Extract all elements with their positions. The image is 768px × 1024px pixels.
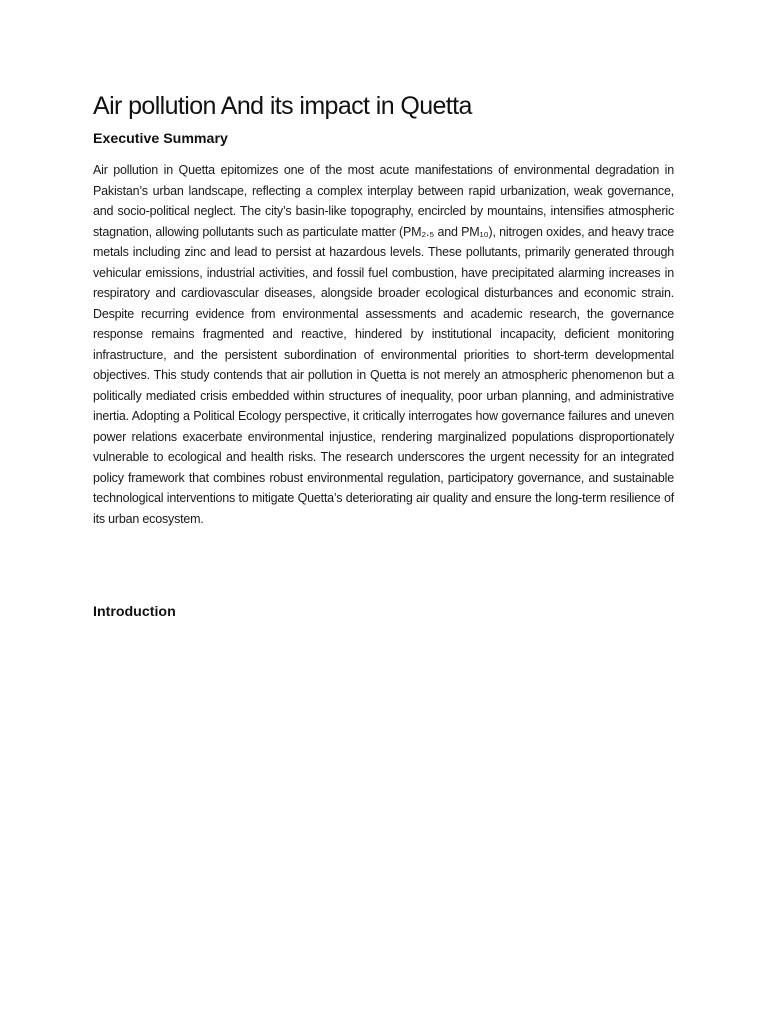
document-title: Air pollution And its impact in Quetta	[93, 92, 472, 120]
executive-summary-heading: Executive Summary	[93, 131, 228, 147]
introduction-heading: Introduction	[93, 604, 176, 620]
executive-summary-paragraph: Air pollution in Quetta epitomizes one of the most acute manifestations of environmental degradation in Pakistan’s urban landscape, reflecting a complex interplay between rapid urbanization, weak governance, and socio-political neglect. The city’s basin-like topography, encircled by mountains, intensifies atmospheric stagnation, allowing pollutants such as particulate matter (PM₂.₅ and PM₁₀), nitrogen oxides, and heavy trace metals including zinc and lead to persist at hazardous levels. These pollutants, primarily generated through vehicular emissions, industrial activities, and fossil fuel combustion, have precipitated alarming increases in respiratory and cardiovascular diseases, alongside broader ecological disturbances and economic strain. Despite recurring evidence from environmental assessments and academic research, the governance response remains fragmented and reactive, hindered by institutional incapacity, deficient monitoring infrastructure, and the persistent subordination of environmental priorities to short-term developmental objectives. This study contends that air pollution in Quetta is not merely an atmospheric phenomenon but a politically mediated crisis embedded within structures of inequality, poor urban planning, and administrative inertia. Adopting a Political Ecology perspective, it critically interrogates how governance failures and uneven power relations exacerbate environmental injustice, rendering marginalized populations disproportionately vulnerable to ecological and health risks. The research underscores the urgent necessity for an integrated policy framework that combines robust environmental regulation, participatory governance, and sustainable technological interventions to mitigate Quetta’s deteriorating air quality and ensure the long-term resilience of its urban ecosystem.	[93, 163, 674, 526]
